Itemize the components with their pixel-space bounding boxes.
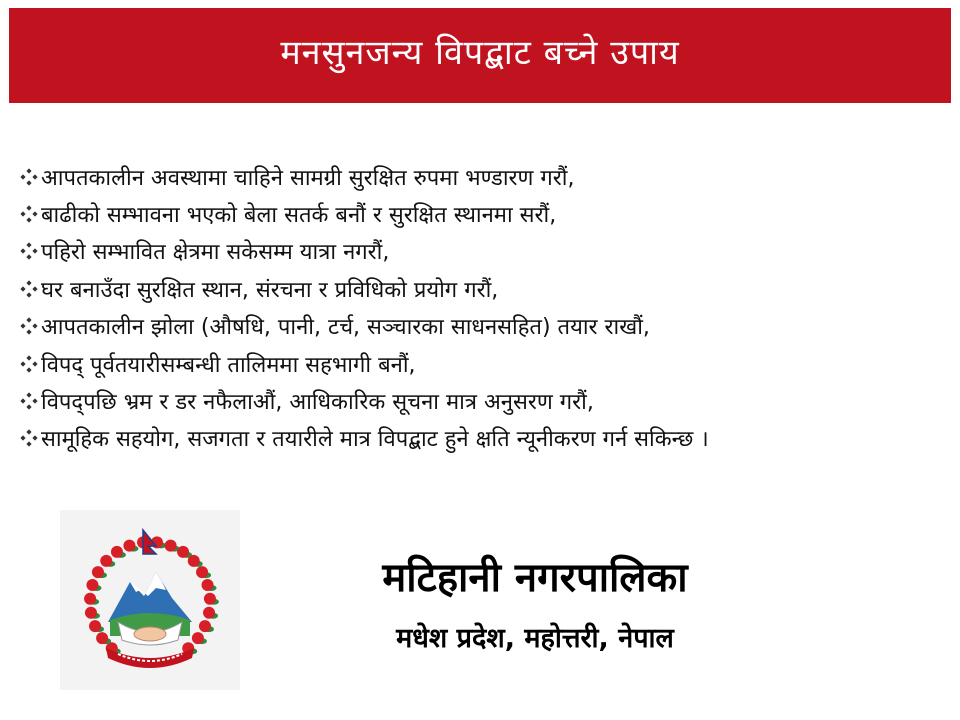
tip-text: आपतकालीन झोला (औषधि, पानी, टर्च, सञ्चारका साधनसहित) तयार राखौं, xyxy=(41,315,650,341)
page-title: मनसुनजन्य विपद्बाट बच्ने उपाय xyxy=(280,32,680,73)
diamond-dots-icon xyxy=(20,355,38,373)
tip-text: घर बनाउँदा सुरक्षित स्थान, संरचना र प्रविधिको प्रयोग गरौं, xyxy=(41,277,499,303)
nepal-emblem-icon xyxy=(60,510,240,690)
list-item xyxy=(20,233,950,270)
tip-text: विपद् पूर्वतयारीसम्बन्धी तालिममा सहभागी बनौं, xyxy=(41,352,416,378)
title-banner xyxy=(9,8,951,103)
tip-text: पहिरो सम्भावित क्षेत्रमा सकेसम्म यात्रा नगरौं, xyxy=(41,240,390,266)
tip-text: विपद्पछि भ्रम र डर नफैलाऔं, आधिकारिक सूचना मात्र अनुसरण गरौं, xyxy=(41,390,594,416)
list-item xyxy=(20,158,950,195)
tip-text: सामूहिक सहयोग, सजगता र तयारीले मात्र विपद्बाट हुने क्षति न्यूनीकरण गर्न सकिन्छ । xyxy=(41,427,709,453)
list-item xyxy=(20,382,950,419)
diamond-dots-icon xyxy=(20,168,38,186)
list-item xyxy=(20,270,950,307)
municipality-name: मटिहानी नगरपालिका xyxy=(382,555,688,601)
list-item xyxy=(20,308,950,345)
list-item xyxy=(20,195,950,232)
municipality-logo xyxy=(60,510,240,690)
diamond-dots-icon xyxy=(20,392,38,410)
municipality-address: मधेश प्रदेश, महोत्तरी, नेपाल xyxy=(396,623,674,654)
list-item xyxy=(20,345,950,382)
diamond-dots-icon xyxy=(20,205,38,223)
list-item xyxy=(20,420,950,457)
diamond-dots-icon xyxy=(20,280,38,298)
diamond-dots-icon xyxy=(20,317,38,335)
diamond-dots-icon xyxy=(20,242,38,260)
diamond-dots-icon xyxy=(20,429,38,447)
tips-list xyxy=(20,158,950,457)
tip-text: आपतकालीन अवस्थामा चाहिने सामग्री सुरक्षित रुपमा भण्डारण गरौं, xyxy=(41,165,575,191)
tip-text: बाढीको सम्भावना भएको बेला सतर्क बनौं र सुरक्षित स्थानमा सरौं, xyxy=(41,203,557,229)
